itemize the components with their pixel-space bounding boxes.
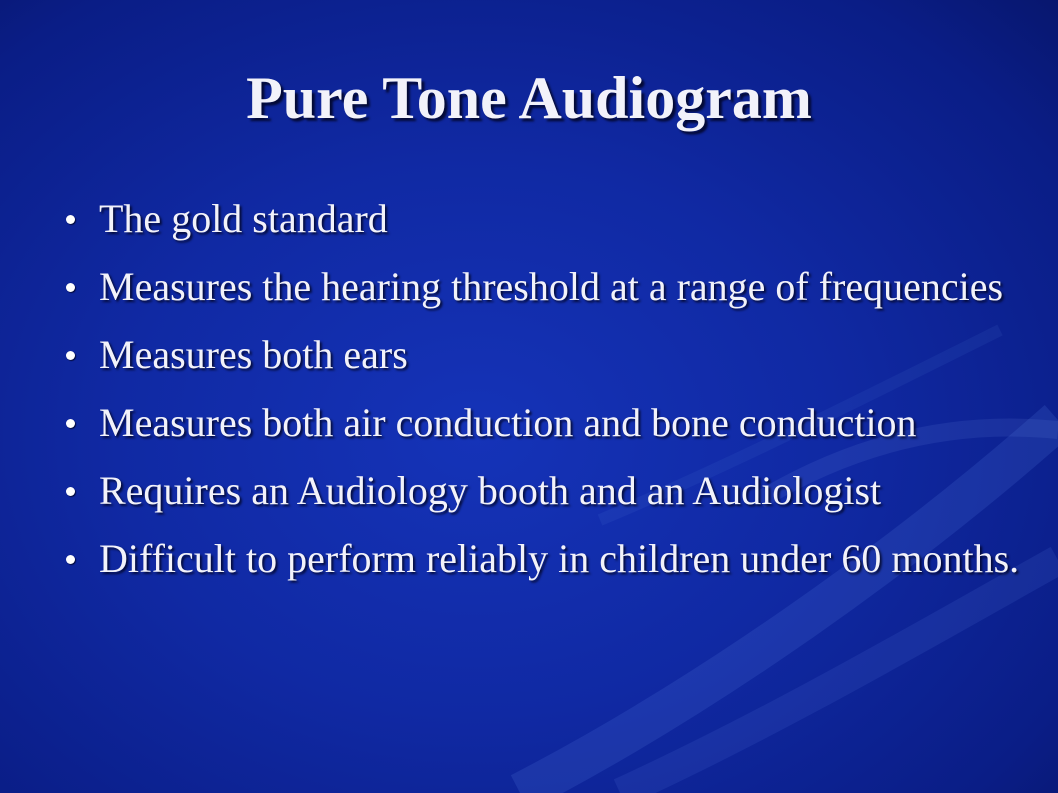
bullet-text: Requires an Audiology booth and an Audiologist (99, 468, 882, 513)
bullet-dot-icon (66, 351, 75, 360)
bullet-dot-icon (66, 555, 75, 564)
bullet-item (62, 396, 1022, 450)
bullet-dot-icon (66, 283, 75, 292)
slide-title: Pure Tone Audiogram (246, 65, 812, 131)
bullet-item (62, 192, 1022, 246)
bullet-text: Measures the hearing threshold at a range of frequencies (99, 264, 1004, 309)
bullet-item (62, 328, 1022, 382)
bullet-dot-icon (66, 215, 75, 224)
bullet-item (62, 464, 1022, 518)
bullet-list (62, 192, 1022, 600)
bullet-dot-icon (66, 419, 75, 428)
bullet-text: Measures both air conduction and bone conduction (99, 400, 917, 445)
bullet-item (62, 260, 1022, 314)
bullet-item (62, 532, 1022, 586)
bullet-text: Measures both ears (99, 332, 408, 377)
bullet-text: Difficult to perform reliably in children under 60 months. (99, 536, 1020, 581)
bullet-text: The gold standard (99, 196, 388, 241)
bullet-dot-icon (66, 487, 75, 496)
